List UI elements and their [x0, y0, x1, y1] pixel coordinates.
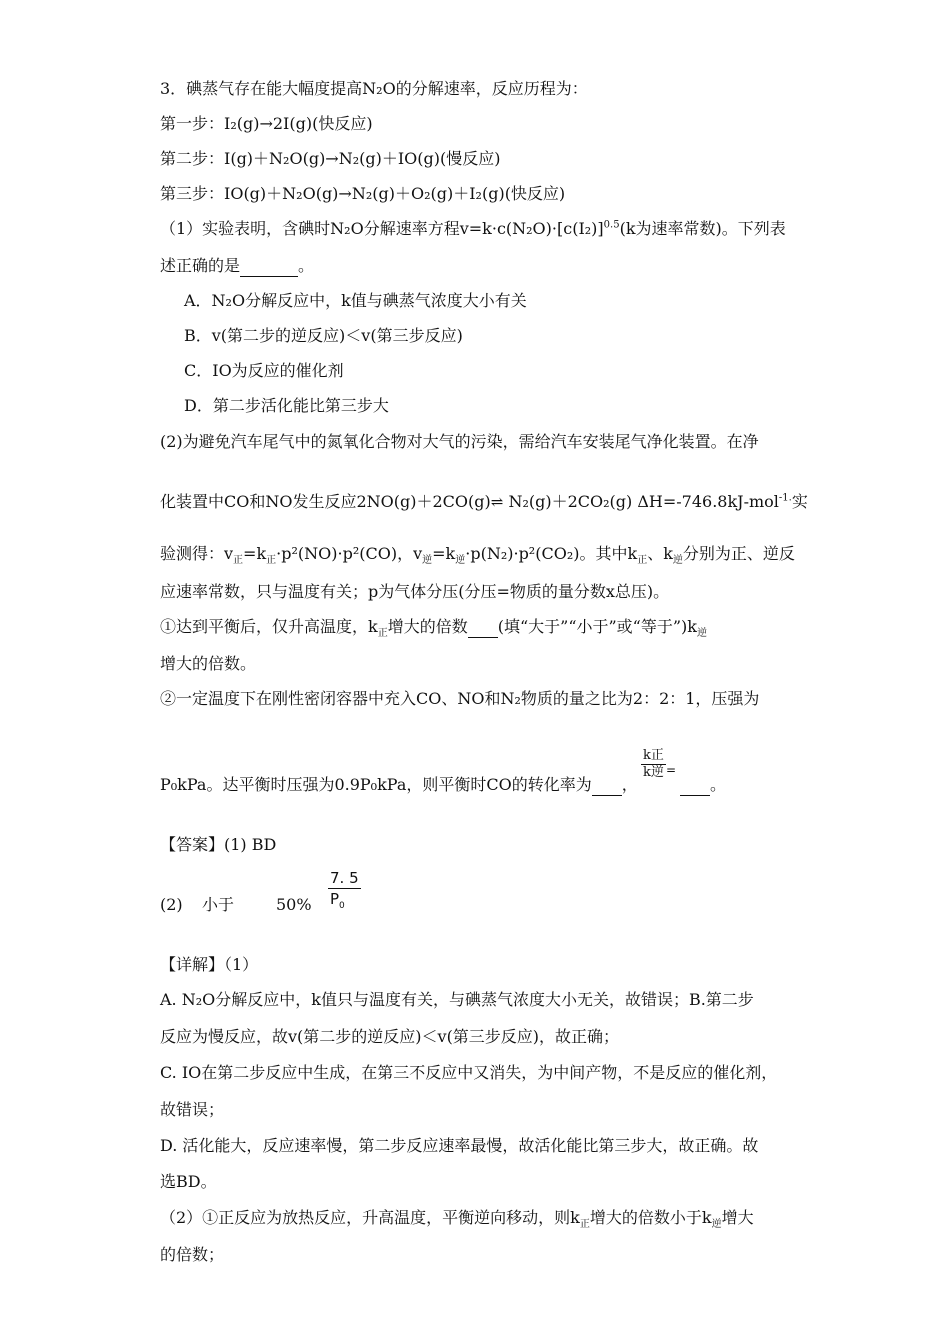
equilibrium-arrow-icon: ⇌: [490, 493, 504, 511]
option-d: D．第二步活化能比第三步大: [184, 396, 389, 415]
question-intro: 3．碘蒸气存在能大幅度提高N₂O的分解速率，反应历程为：: [160, 79, 588, 98]
sub-question-1-cont: 增大的倍数。: [160, 654, 257, 673]
detail-part2-line1: （2）①正反应为放热反应，升高温度，平衡逆向移动，则$k_正$增大的倍数小于$k_逆$增大: [160, 1208, 754, 1231]
detail-d-line2: 选BD。: [160, 1172, 217, 1191]
option-b: B．v(第二步的逆反应)＜v(第三步反应): [184, 326, 463, 345]
detail-d-line1: D. 活化能大，反应速率慢，第二步反应速率最慢，故活化能比第三步大，故正确。故: [160, 1136, 759, 1155]
step-3: 第三步：IO(g)＋N₂O(g)→N₂(g)＋O₂(g)＋I₂(g)(快反应): [160, 184, 566, 203]
equals-sign: =: [666, 763, 677, 777]
answer-blank[interactable]: [592, 775, 622, 796]
answer-part2-label: (2): [160, 895, 183, 914]
detail-a-line1: A. N₂O分解反应中，k值只与温度有关，与碘蒸气浓度大小无关，故错误；B.第二步: [160, 990, 754, 1009]
answer-part2-2: 50%: [276, 895, 312, 914]
step-2: 第二步：I(g)＋N₂O(g)→N₂(g)＋IO(g)(慢反应): [160, 149, 501, 168]
sub-question-2-cont: P₀kPa。达平衡时压强为0.9P₀kPa，则平衡时CO的转化率为 ，: [160, 775, 638, 794]
answer-blank[interactable]: [468, 617, 498, 638]
answer-fraction: $\frac{7. 5}{P_0}$: [330, 869, 359, 911]
detail-a-line2: 反应为慢反应，故v(第二步的逆反应)＜v(第三步反应)，故正确；: [160, 1027, 620, 1046]
ratio-answer: 。: [680, 775, 726, 796]
part1-text: （1）实验表明，含碘时N₂O分解速率方程$v=k\cdot c(N_2O)\cdot[c(I_2)]^{0.5}(k$为速率常数)。下列表: [160, 219, 786, 238]
sub-question-2: ②一定温度下在刚性密闭容器中充入CO、NO和N₂物质的量之比为2：2：1，压强为: [160, 689, 760, 708]
part2-note: 应速率常数，只与温度有关；p为气体分压(分压=物质的量分数x总压)。: [160, 582, 670, 601]
answer-blank[interactable]: [680, 775, 710, 796]
answer-part2-1: 小于: [202, 895, 235, 914]
sub-question-1: ①达到平衡后，仅升高温度，$k_正$增大的倍数 (填“大于”“小于”或“等于$”)k_逆$: [160, 617, 707, 640]
part2-rate-equations: 验测得：$v_正=k_正\cdot p^2(NO)\cdot p^2(CO)$，$v_逆=k_逆\cdot p(N_2)\cdot p^2(CO_2)$。其中$k_正$、$k_逆$分别为正、逆反: [160, 544, 795, 567]
detail-part2-line2: 的倍数；: [160, 1245, 225, 1264]
answer-label: 【答案】(1) BD: [160, 835, 277, 854]
option-a: A．N₂O分解反应中，k值与碘蒸气浓度大小有关: [184, 291, 527, 310]
rate-constant-ratio: k正 k逆: [643, 748, 664, 780]
detail-c-line1: C. IO在第二步反应中生成，在第三不反应中又消失，为中间产物，不是反应的催化剂，: [160, 1063, 778, 1082]
detail-c-line2: 故错误；: [160, 1100, 225, 1119]
detail-label: 【详解】（1）: [160, 955, 259, 974]
part1-text-cont: 述正确的是 。: [160, 256, 315, 275]
part2-reaction: 化装置中CO和NO发生反应2NO(g)＋2CO(g)⇌ N₂(g)＋2CO₂(g) ΔH=-746.8kJ-mol$^{-1.}$实: [160, 492, 808, 511]
step-1: 第一步：I₂(g)→2I(g)(快反应): [160, 114, 373, 133]
answer-blank[interactable]: [240, 256, 298, 277]
part2-text: (2)为避免汽车尾气中的氮氧化合物对大气的污染，需给汽车安装尾气净化装置。在净: [160, 432, 759, 451]
option-c: C．IO为反应的催化剂: [184, 361, 344, 380]
